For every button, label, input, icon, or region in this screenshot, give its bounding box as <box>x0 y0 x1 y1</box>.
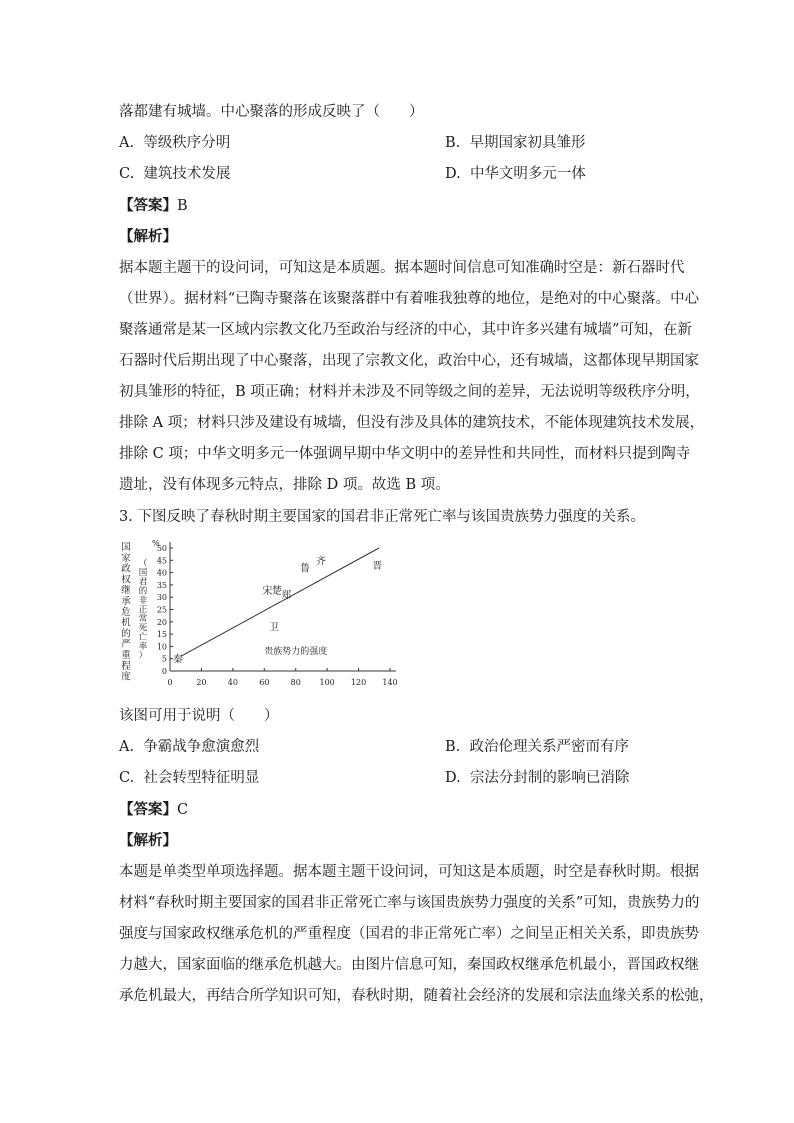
q2-answer <box>119 196 188 216</box>
y-tick-label: 30 <box>156 593 167 603</box>
option-text: 建筑技术发展 <box>143 166 231 182</box>
y-label-outer-char: 承 <box>121 596 131 607</box>
option-letter: B. <box>445 739 461 755</box>
answer-value: B <box>177 198 188 214</box>
x-tick-label: 60 <box>259 678 270 687</box>
option-text: 宗法分封制的影响已消除 <box>469 770 630 786</box>
option-letter: A. <box>119 739 135 755</box>
y-tick-label: 45 <box>156 556 167 566</box>
option-letter: B. <box>445 135 461 151</box>
q3-option-c[interactable] <box>119 768 259 788</box>
x-tick-label: 40 <box>227 678 238 687</box>
q2-analysis-line: 遗址，没有体现多元特点，排除 D 项。故选 B 项。 <box>119 477 450 493</box>
y-tick-label: 40 <box>156 568 167 578</box>
y-label-inner-char: 率 <box>138 641 148 652</box>
option-letter: C. <box>119 770 135 786</box>
option-text: 中华文明多元一体 <box>469 166 586 182</box>
y-tick-label: 15 <box>156 630 167 640</box>
y-label-inner-char: ） <box>138 651 148 661</box>
q2-option-d[interactable] <box>445 164 586 184</box>
y-tick-label: 35 <box>156 580 167 590</box>
point-label: 晋 <box>372 561 383 573</box>
option-text: 争霸战争愈演愈烈 <box>143 739 260 755</box>
option-text: 政治伦理关系严密而有序 <box>469 739 629 755</box>
x-tick-label: 100 <box>319 678 335 687</box>
q3-analysis-line: 本题是单类型单项选择题。据本题主题干设问词，可知这是本质题，时空是春秋时期。根据 <box>119 864 699 880</box>
y-label-outer-char: 严 <box>121 639 131 651</box>
x-axis-label: 贵族势力的强度 <box>264 646 328 657</box>
q3-analysis-line: 强度与国家政权继承危机的严重程度（国君的非正常死亡率）之间呈正相关关系，即贵族势 <box>119 926 699 942</box>
q3-chart <box>112 536 402 696</box>
q2-analysis-line: 石器时代后期出现了中心聚落，出现了宗教文化，政治中心，还有城墙，这都体现早期国家 <box>119 353 699 369</box>
option-letter: A. <box>119 135 135 151</box>
q2-analysis-label: 【解析】 <box>119 228 177 245</box>
y-tick-label: 5 <box>161 654 167 664</box>
y-label-outer-char: 权 <box>121 574 131 586</box>
y-unit: % <box>152 539 160 548</box>
q3-analysis-label: 【解析】 <box>119 832 177 849</box>
y-label-inner-char: （ <box>138 559 148 569</box>
y-label-inner-char: 死 <box>138 623 148 634</box>
point-label: 郑 <box>281 590 292 602</box>
y-label-inner-char: 国 <box>138 568 148 579</box>
q2-analysis-line: 据本题主题干的设问词，可知这是本质题。据本题时间信息可知准确时空是：新石器时代 <box>119 260 685 276</box>
y-label-outer-char: 国 <box>121 542 131 553</box>
option-text: 等级秩序分明 <box>143 135 231 151</box>
y-tick-label: 25 <box>156 605 167 615</box>
q3-option-d[interactable] <box>445 768 629 788</box>
q2-analysis-line: 排除 A 项；材料只涉及建设有城墙，但没有涉及具体的建筑技术，不能体现建筑技术发展， <box>119 415 705 431</box>
q2-analysis-line: 聚落通常是某一区域内宗教文化乃至政治与经济的中心，其中许多兴建有城墙”可知，在新 <box>119 322 692 338</box>
point-label: 宋 <box>262 585 273 597</box>
option-letter: D. <box>445 166 461 182</box>
option-letter: D. <box>445 770 461 786</box>
q3-analysis-line: 材料“春秋时期主要国家的国君非正常死亡率与该国贵族势力强度的关系”可知，贵族势力的 <box>119 895 700 911</box>
point-label: 齐 <box>315 556 326 568</box>
y-label-outer-char: 政 <box>121 563 131 575</box>
y-tick-label: 50 <box>156 544 167 553</box>
q2-option-c[interactable] <box>119 164 230 184</box>
q2-analysis-line: 排除 C 项；中华文明多元一体强调早期中华文明中的差异性和共同性，而材料只提到陶寺 <box>119 446 691 462</box>
q3-stem: 3. 下图反映了春秋时期主要国家的国君非正常死亡率与该国贵族势力强度的关系。 <box>119 509 645 525</box>
q2-analysis-line: 初具雏形的特征，B 项正确；材料并未涉及不同等级之间的差异，无法说明等级秩序分明， <box>119 384 700 400</box>
q3-answer <box>119 800 188 820</box>
x-tick-label: 0 <box>167 678 173 687</box>
option-text: 早期国家初具雏形 <box>469 135 586 151</box>
y-label-outer-char: 的 <box>121 628 131 640</box>
y-label-inner-char: 非 <box>138 595 148 606</box>
y-label-outer-char: 继 <box>121 585 131 597</box>
y-label-outer-char: 度 <box>121 671 131 683</box>
q3-option-b[interactable] <box>445 737 629 757</box>
x-tick-label: 20 <box>196 678 207 687</box>
q2-option-a[interactable] <box>119 133 230 153</box>
y-label-inner-char: 君 <box>138 577 148 588</box>
x-tick-label: 140 <box>382 678 398 687</box>
answer-label: 【答案】 <box>119 197 177 214</box>
y-label-outer-char: 危 <box>121 606 131 618</box>
answer-label: 【答案】 <box>119 801 177 818</box>
answer-value: C <box>177 802 189 818</box>
y-label-inner-char: 亡 <box>138 632 148 643</box>
y-label-outer-char: 程 <box>121 660 131 672</box>
y-tick-label: 20 <box>156 617 167 627</box>
y-label-inner-char: 正 <box>138 605 148 615</box>
q3-analysis-line: 承危机最大，再结合所学知识可知，春秋时期，随着社会经济的发展和宗法血缘关系的松弛， <box>119 988 714 1004</box>
y-label-inner-char: 常 <box>138 614 148 625</box>
x-tick-label: 120 <box>350 678 367 687</box>
y-label-inner-char: 的 <box>138 586 148 597</box>
point-label: 秦 <box>172 654 183 666</box>
y-label-outer-char: 重 <box>121 650 131 661</box>
q2-stem-tail: 落都建有城墙。中心聚落的形成反映了（ ） <box>119 104 424 120</box>
q3-option-a[interactable] <box>119 737 259 757</box>
option-letter: C. <box>119 166 135 182</box>
trend-line <box>181 548 379 656</box>
y-label-outer-char: 家 <box>121 552 131 564</box>
point-label: 楚 <box>271 585 282 597</box>
q2-analysis-line: （世界）。据材料“已陶寺聚落在该聚落群中有着唯我独尊的地位，是绝对的中心聚落。中心 <box>119 291 700 307</box>
y-tick-label: 0 <box>161 667 167 676</box>
x-tick-label: 80 <box>290 678 301 687</box>
q3-question: 该图可用于说明（ ） <box>119 708 279 724</box>
point-label: 卫 <box>268 622 279 634</box>
point-label: 鲁 <box>300 563 311 575</box>
q3-analysis-line: 力越大，国家面临的继承危机越大。由图片信息可知，秦国政权继承危机最小，晋国政权继 <box>119 957 699 973</box>
q2-option-b[interactable] <box>445 133 585 153</box>
option-text: 社会转型特征明显 <box>143 770 260 786</box>
y-label-outer-char: 机 <box>121 617 131 629</box>
y-tick-label: 10 <box>156 642 167 652</box>
